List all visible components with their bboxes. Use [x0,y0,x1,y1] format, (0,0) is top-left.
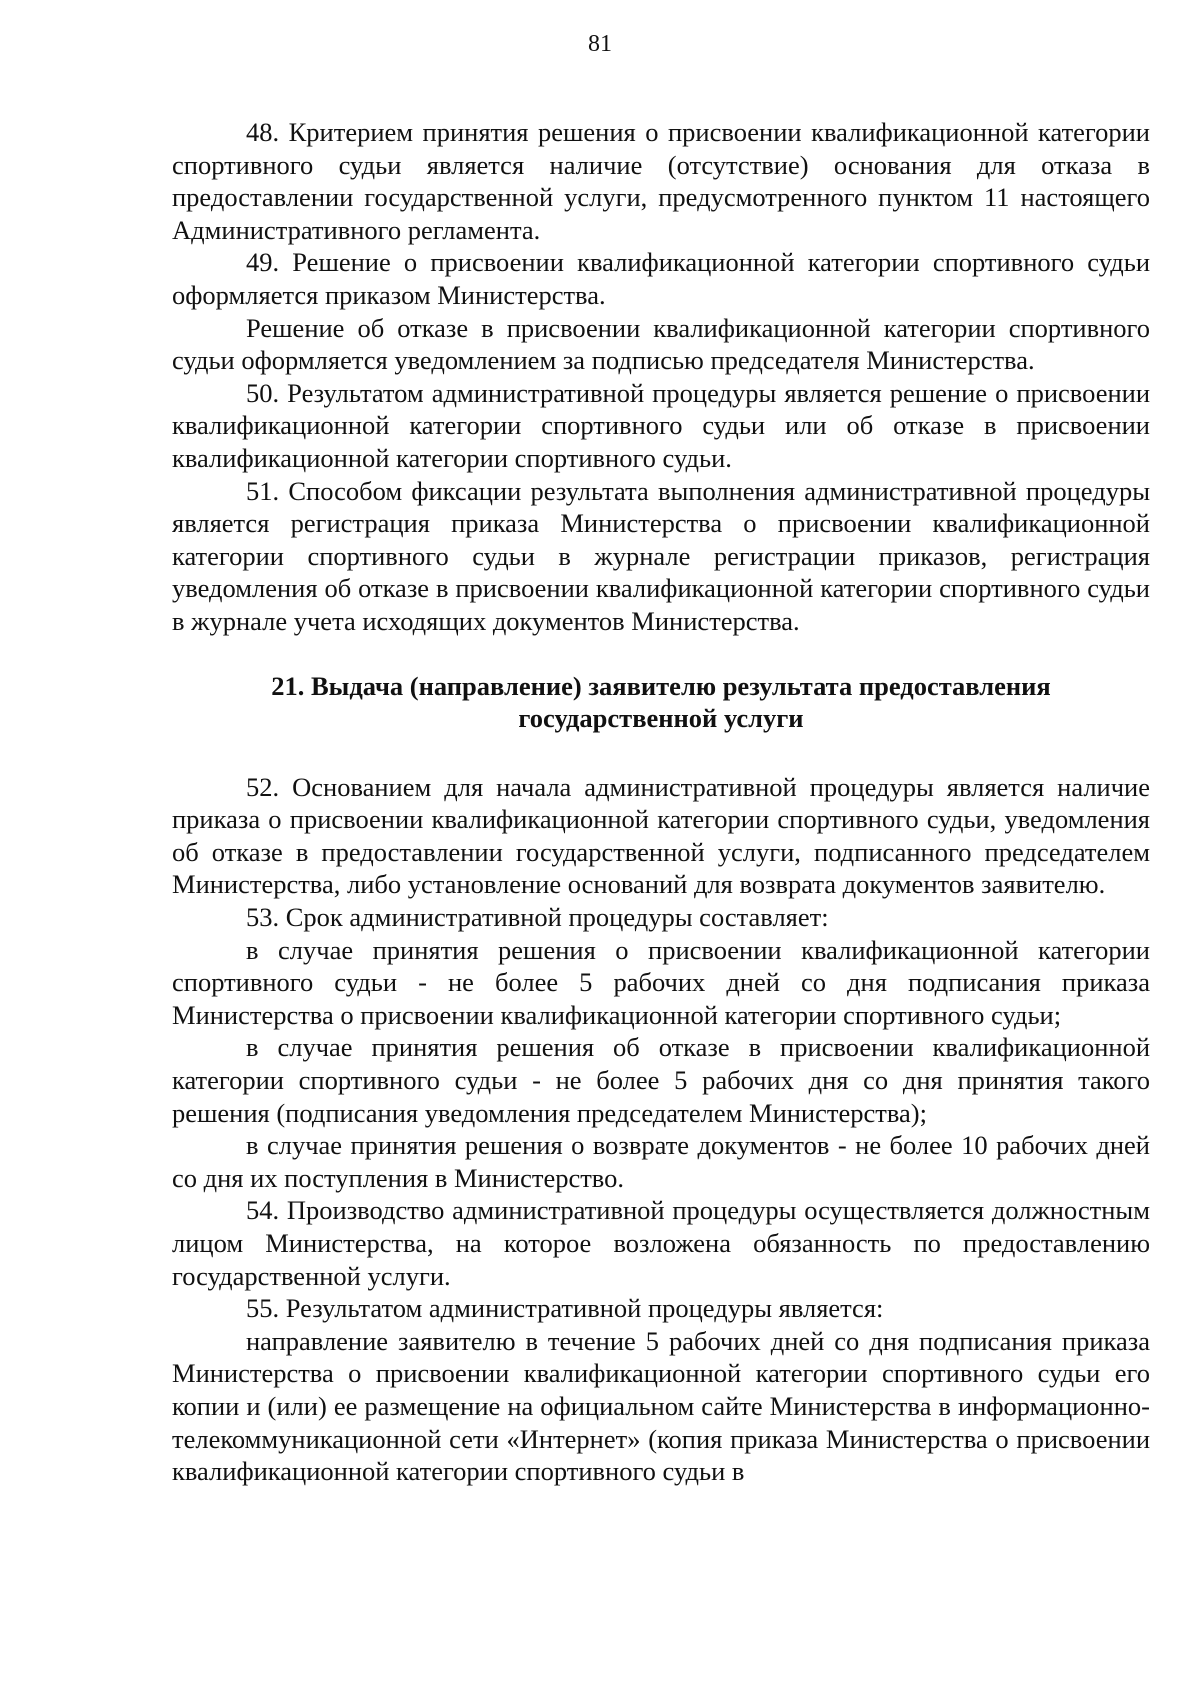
paragraph-54: 54. Производство административной процедуры осуществляется должностным лицом Министерства, на которое возложена обязанность по предоставлению государственной услуги. [172,1195,1150,1291]
paragraph-53-case-approval: в случае принятия решения о присвоении квалификационной категории спортивного судьи - не более 5 рабочих дней со дня подписания приказа Министерства о присвоении квалификационной категории спортивного судьи; [172,934,1150,1030]
paragraph-55: 55. Результатом административной процедуры является: [246,1293,884,1324]
paragraph-53-case-return: в случае принятия решения о возврате документов - не более 10 рабочих дней со дня их поступления в Министерство. [172,1130,1150,1193]
paragraph-50: 50. Результатом административной процедуры является решение о присвоении квалификационной категории спортивного судьи или об отказе в присвоении квалификационной категории спортивного судьи. [172,377,1150,473]
paragraph-55-direction: направление заявителю в течение 5 рабочих дней со дня подписания приказа Министерства о присвоении квалификационной категории спортивного судьи его копии и (или) ее размещение на официальном сайте Министерства в информационно-телекоммуникационной сети «Интернет» (копия приказа Министерства о присвоении квалификационной категории спортивного судьи в [172,1325,1150,1487]
paragraph-49-refusal: Решение об отказе в присвоении квалификационной категории спортивного судьи оформляется уведомлением за подписью председателя Министерства. [172,312,1150,376]
paragraph-52: 52. Основанием для начала административной процедуры является наличие приказа о присвоении квалификационной категории спортивного судьи, уведомления об отказе в предоставлении государственной услуги, подписанного председателем Министерства, либо установление оснований для возврата документов заявителю. [172,771,1150,900]
paragraph-51: 51. Способом фиксации результата выполнения административной процедуры является регистрация приказа Министерства о присвоении квалификационной категории спортивного судьи в журнале регистрации приказов, регистрация уведомления об отказе в присвоении квалификационной категории спортивного судьи в журнале учета исходящих документов Министерства. [172,475,1150,636]
paragraph-48: 48. Критерием принятия решения о присвоении квалификационной категории спортивного судьи является наличие (отсутствие) основания для отказа в предоставлении государственной услуги, предусмотренного пунктом 11 настоящего Административного регламента. [172,117,1150,245]
section-21-heading-line-1: 21. Выдача (направление) заявителю результата предоставления [271,670,1051,701]
paragraph-49: 49. Решение о присвоении квалификационной категории спортивного судьи оформляется приказом Министерства. [172,247,1150,310]
section-21-heading-line-2: государственной услуги [518,703,804,734]
paragraph-53-case-refusal: в случае принятия решения об отказе в присвоении квалификационной категории спортивного судьи - не более 5 рабочих дня со дня принятия такого решения (подписания уведомления председателем Министерства); [172,1032,1150,1128]
paragraph-53: 53. Срок административной процедуры составляет: [246,902,829,933]
section-21-heading [172,670,1150,735]
document-body [172,116,1150,1488]
page-number: 81 [588,31,612,57]
